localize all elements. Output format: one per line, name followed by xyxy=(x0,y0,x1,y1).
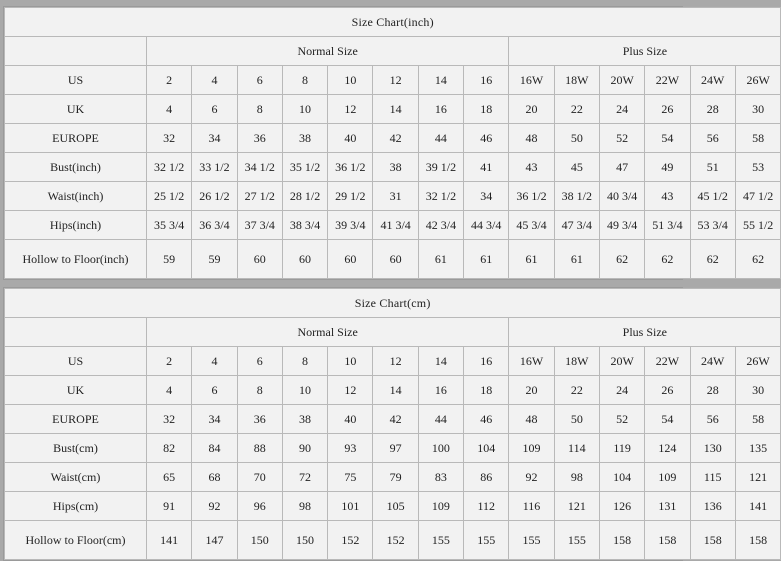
chart-title: Size Chart(cm) xyxy=(5,289,781,318)
row-label: EUROPE xyxy=(5,405,147,434)
cell: 155 xyxy=(464,521,509,560)
cell: 98 xyxy=(282,492,327,521)
corner-cell xyxy=(5,37,147,66)
cell: 10 xyxy=(282,95,327,124)
cell: 121 xyxy=(554,492,599,521)
chart-title: Size Chart(inch) xyxy=(5,8,781,37)
cell: 14 xyxy=(373,95,418,124)
cell: 36 3/4 xyxy=(192,211,237,240)
table-row xyxy=(5,405,781,434)
cell: 124 xyxy=(645,434,690,463)
cell: 121 xyxy=(735,463,780,492)
cell: 62 xyxy=(690,240,735,279)
cell: 27 1/2 xyxy=(237,182,282,211)
table-row xyxy=(5,124,781,153)
cell: 22 xyxy=(554,95,599,124)
row-label: US xyxy=(5,347,147,376)
cell: 49 3/4 xyxy=(599,211,644,240)
cell: 4 xyxy=(192,66,237,95)
cell: 43 xyxy=(645,182,690,211)
cell: 30 xyxy=(735,95,781,124)
cell: 62 xyxy=(599,240,644,279)
cell: 61 xyxy=(464,240,509,279)
table-row xyxy=(5,492,781,521)
cell: 135 xyxy=(735,434,780,463)
cell: 54 xyxy=(645,124,690,153)
cell: 40 xyxy=(328,124,373,153)
cell: 35 1/2 xyxy=(282,153,327,182)
cell: 42 xyxy=(373,124,418,153)
cell: 100 xyxy=(418,434,463,463)
cell: 45 3/4 xyxy=(509,211,554,240)
row-label: EUROPE xyxy=(5,124,147,153)
size-chart-inch-table xyxy=(4,7,781,279)
cell: 8 xyxy=(237,95,282,124)
cell: 48 xyxy=(509,405,554,434)
cell: 60 xyxy=(237,240,282,279)
cell: 83 xyxy=(418,463,463,492)
cell: 47 xyxy=(599,153,644,182)
cell: 10 xyxy=(282,376,327,405)
cell: 98 xyxy=(554,463,599,492)
cell: 50 xyxy=(554,124,599,153)
cell: 158 xyxy=(599,521,644,560)
cell: 44 xyxy=(418,405,463,434)
cell: 24W xyxy=(690,66,735,95)
cell: 14 xyxy=(418,347,463,376)
cell: 92 xyxy=(509,463,554,492)
cell: 12 xyxy=(328,95,373,124)
cell: 147 xyxy=(192,521,237,560)
table-row xyxy=(5,463,781,492)
cell: 32 1/2 xyxy=(147,153,192,182)
cell: 51 3/4 xyxy=(645,211,690,240)
cell: 22 xyxy=(554,376,599,405)
cell: 79 xyxy=(373,463,418,492)
cell: 18 xyxy=(464,376,509,405)
cell: 60 xyxy=(328,240,373,279)
row-label: Hips(inch) xyxy=(5,211,147,240)
title-row xyxy=(5,289,781,318)
cell: 42 3/4 xyxy=(418,211,463,240)
cell: 37 3/4 xyxy=(237,211,282,240)
cell: 16W xyxy=(509,347,554,376)
cell: 6 xyxy=(192,376,237,405)
row-label: Waist(inch) xyxy=(5,182,147,211)
cell: 28 xyxy=(690,376,735,405)
corner-cell xyxy=(5,318,147,347)
cell: 18W xyxy=(554,347,599,376)
table-row xyxy=(5,240,781,279)
cell: 6 xyxy=(192,95,237,124)
cell: 20 xyxy=(509,376,554,405)
cell: 50 xyxy=(554,405,599,434)
table-row xyxy=(5,434,781,463)
cell: 14 xyxy=(418,66,463,95)
table-row xyxy=(5,376,781,405)
cell: 4 xyxy=(147,376,192,405)
cell: 158 xyxy=(735,521,780,560)
row-label: UK xyxy=(5,376,147,405)
cell: 20W xyxy=(599,66,644,95)
cell: 53 3/4 xyxy=(690,211,735,240)
cell: 36 xyxy=(237,405,282,434)
cell: 116 xyxy=(509,492,554,521)
table-row xyxy=(5,95,781,124)
cell: 109 xyxy=(509,434,554,463)
cell: 72 xyxy=(282,463,327,492)
cell: 55 1/2 xyxy=(735,211,781,240)
cell: 53 xyxy=(735,153,781,182)
cell: 43 xyxy=(509,153,554,182)
cell: 68 xyxy=(192,463,237,492)
cell: 24 xyxy=(599,376,644,405)
cell: 30 xyxy=(735,376,780,405)
cell: 82 xyxy=(147,434,192,463)
cell: 24 xyxy=(599,95,644,124)
cell: 38 xyxy=(282,124,327,153)
table-row xyxy=(5,66,781,95)
cell: 96 xyxy=(237,492,282,521)
cell: 10 xyxy=(328,347,373,376)
cell: 47 3/4 xyxy=(554,211,599,240)
cell: 26W xyxy=(735,347,780,376)
cell: 46 xyxy=(464,405,509,434)
cell: 49 xyxy=(645,153,690,182)
cell: 112 xyxy=(464,492,509,521)
table-row xyxy=(5,521,781,560)
cell: 26 xyxy=(645,376,690,405)
cell: 20W xyxy=(599,347,644,376)
cell: 158 xyxy=(645,521,690,560)
cell: 104 xyxy=(464,434,509,463)
table-row xyxy=(5,347,781,376)
size-chart-cm-body xyxy=(5,289,781,560)
cell: 20 xyxy=(509,95,554,124)
cell: 44 xyxy=(418,124,463,153)
cell: 150 xyxy=(237,521,282,560)
cell: 47 1/2 xyxy=(735,182,781,211)
cell: 8 xyxy=(237,376,282,405)
cell: 45 1/2 xyxy=(690,182,735,211)
group-header-normal: Normal Size xyxy=(147,318,509,347)
cell: 12 xyxy=(373,347,418,376)
cell: 12 xyxy=(373,66,418,95)
cell: 58 xyxy=(735,124,781,153)
cell: 34 1/2 xyxy=(237,153,282,182)
cell: 136 xyxy=(690,492,735,521)
cell: 86 xyxy=(464,463,509,492)
cell: 52 xyxy=(599,405,644,434)
cell: 115 xyxy=(690,463,735,492)
cell: 75 xyxy=(328,463,373,492)
cell: 18W xyxy=(554,66,599,95)
cell: 40 3/4 xyxy=(599,182,644,211)
row-label: Bust(inch) xyxy=(5,153,147,182)
cell: 10 xyxy=(328,66,373,95)
cell: 88 xyxy=(237,434,282,463)
table-row xyxy=(5,153,781,182)
row-label: Hips(cm) xyxy=(5,492,147,521)
cell: 41 3/4 xyxy=(373,211,418,240)
size-chart-cm-table xyxy=(4,288,781,560)
size-chart-inch-body xyxy=(5,8,781,279)
cell: 28 xyxy=(690,95,735,124)
cell: 62 xyxy=(645,240,690,279)
cell: 141 xyxy=(735,492,780,521)
cell: 32 xyxy=(147,405,192,434)
cell: 62 xyxy=(735,240,781,279)
cell: 54 xyxy=(645,405,690,434)
row-label: Hollow to Floor(cm) xyxy=(5,521,147,560)
cell: 48 xyxy=(509,124,554,153)
cell: 52 xyxy=(599,124,644,153)
cell: 59 xyxy=(147,240,192,279)
cell: 41 xyxy=(464,153,509,182)
cell: 39 1/2 xyxy=(418,153,463,182)
cell: 109 xyxy=(418,492,463,521)
cell: 152 xyxy=(373,521,418,560)
cell: 22W xyxy=(645,66,690,95)
cell: 119 xyxy=(599,434,644,463)
cell: 56 xyxy=(690,405,735,434)
cell: 38 xyxy=(373,153,418,182)
cell: 38 1/2 xyxy=(554,182,599,211)
cell: 97 xyxy=(373,434,418,463)
cell: 104 xyxy=(599,463,644,492)
cell: 58 xyxy=(735,405,780,434)
cell: 2 xyxy=(147,66,192,95)
cell: 84 xyxy=(192,434,237,463)
cell: 29 1/2 xyxy=(328,182,373,211)
cell: 16W xyxy=(509,66,554,95)
cell: 33 1/2 xyxy=(192,153,237,182)
group-header-normal: Normal Size xyxy=(147,37,509,66)
cell: 38 xyxy=(282,405,327,434)
cell: 152 xyxy=(328,521,373,560)
cell: 70 xyxy=(237,463,282,492)
row-label: Hollow to Floor(inch) xyxy=(5,240,147,279)
cell: 93 xyxy=(328,434,373,463)
cell: 44 3/4 xyxy=(464,211,509,240)
cell: 35 3/4 xyxy=(147,211,192,240)
cell: 130 xyxy=(690,434,735,463)
cell: 16 xyxy=(464,66,509,95)
cell: 26W xyxy=(735,66,781,95)
cell: 141 xyxy=(147,521,192,560)
cell: 39 3/4 xyxy=(328,211,373,240)
cell: 16 xyxy=(464,347,509,376)
cell: 92 xyxy=(192,492,237,521)
cell: 6 xyxy=(237,347,282,376)
cell: 60 xyxy=(282,240,327,279)
cell: 12 xyxy=(328,376,373,405)
cell: 8 xyxy=(282,347,327,376)
cell: 155 xyxy=(418,521,463,560)
cell: 155 xyxy=(554,521,599,560)
cell: 105 xyxy=(373,492,418,521)
cell: 90 xyxy=(282,434,327,463)
cell: 109 xyxy=(645,463,690,492)
table-row xyxy=(5,211,781,240)
cell: 31 xyxy=(373,182,418,211)
cell: 4 xyxy=(192,347,237,376)
cell: 158 xyxy=(690,521,735,560)
cell: 38 3/4 xyxy=(282,211,327,240)
cell: 4 xyxy=(147,95,192,124)
cell: 51 xyxy=(690,153,735,182)
cell: 34 xyxy=(464,182,509,211)
cell: 131 xyxy=(645,492,690,521)
cell: 36 1/2 xyxy=(328,153,373,182)
cell: 32 1/2 xyxy=(418,182,463,211)
cell: 155 xyxy=(509,521,554,560)
cell: 40 xyxy=(328,405,373,434)
cell: 34 xyxy=(192,124,237,153)
cell: 65 xyxy=(147,463,192,492)
group-header-row xyxy=(5,318,781,347)
cell: 126 xyxy=(599,492,644,521)
cell: 56 xyxy=(690,124,735,153)
cell: 59 xyxy=(192,240,237,279)
size-chart-cm xyxy=(3,287,770,561)
cell: 101 xyxy=(328,492,373,521)
cell: 91 xyxy=(147,492,192,521)
cell: 16 xyxy=(418,376,463,405)
cell: 2 xyxy=(147,347,192,376)
cell: 114 xyxy=(554,434,599,463)
cell: 8 xyxy=(282,66,327,95)
cell: 26 xyxy=(645,95,690,124)
cell: 25 1/2 xyxy=(147,182,192,211)
cell: 34 xyxy=(192,405,237,434)
cell: 42 xyxy=(373,405,418,434)
group-header-plus: Plus Size xyxy=(509,318,781,347)
cell: 18 xyxy=(464,95,509,124)
cell: 24W xyxy=(690,347,735,376)
cell: 22W xyxy=(645,347,690,376)
cell: 61 xyxy=(554,240,599,279)
table-row xyxy=(5,182,781,211)
row-label: UK xyxy=(5,95,147,124)
size-chart-inch xyxy=(3,6,774,280)
group-header-plus: Plus Size xyxy=(509,37,781,66)
row-label: Bust(cm) xyxy=(5,434,147,463)
cell: 26 1/2 xyxy=(192,182,237,211)
cell: 61 xyxy=(509,240,554,279)
cell: 150 xyxy=(282,521,327,560)
cell: 36 1/2 xyxy=(509,182,554,211)
cell: 46 xyxy=(464,124,509,153)
title-row xyxy=(5,8,781,37)
cell: 6 xyxy=(237,66,282,95)
cell: 16 xyxy=(418,95,463,124)
cell: 32 xyxy=(147,124,192,153)
cell: 36 xyxy=(237,124,282,153)
cell: 61 xyxy=(418,240,463,279)
cell: 60 xyxy=(373,240,418,279)
cell: 45 xyxy=(554,153,599,182)
group-header-row xyxy=(5,37,781,66)
row-label: US xyxy=(5,66,147,95)
cell: 28 1/2 xyxy=(282,182,327,211)
cell: 14 xyxy=(373,376,418,405)
row-label: Waist(cm) xyxy=(5,463,147,492)
